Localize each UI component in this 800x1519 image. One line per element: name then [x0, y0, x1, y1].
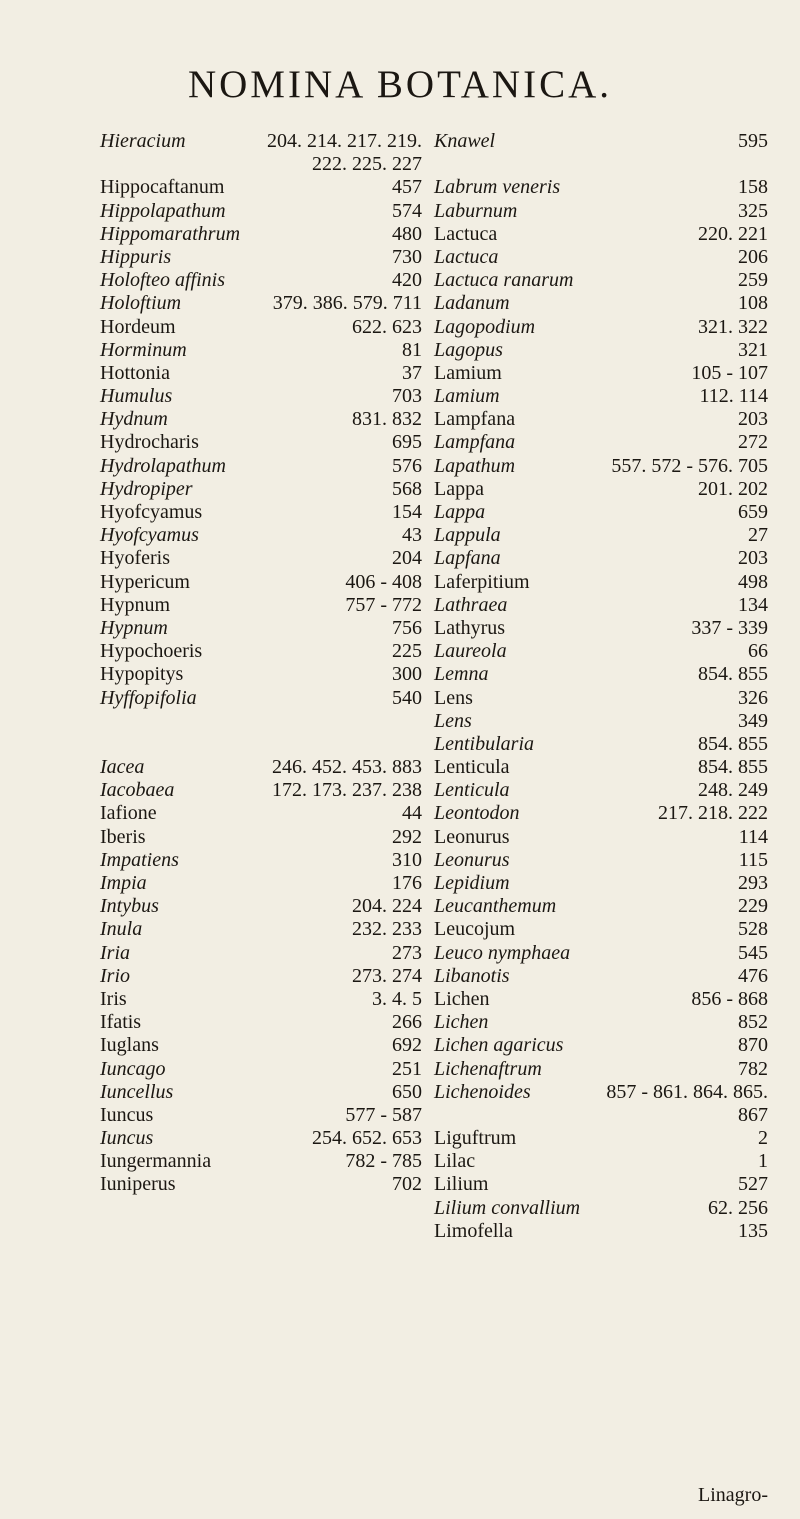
- entry-name: Iria: [100, 941, 130, 964]
- entry-name: Hyofcyamus: [100, 524, 199, 547]
- index-entry: [434, 872, 768, 895]
- entry-pages: 293: [738, 872, 768, 894]
- index-entry: [100, 246, 422, 269]
- page-title: NOMINA BOTANICA.: [187, 63, 613, 106]
- entry-name: Labrum veneris: [434, 176, 561, 199]
- entry-pages: 498: [738, 570, 768, 593]
- entry-name: Laburnum: [434, 199, 518, 222]
- entry-name: Lichenoides: [434, 1080, 531, 1103]
- index-entry: [434, 246, 768, 269]
- index-entry: [100, 223, 422, 246]
- index-entry: [434, 849, 768, 872]
- entry-name: Lepidium: [434, 872, 510, 894]
- entry-pages: 204. 224: [352, 895, 422, 918]
- entry-pages: 321: [738, 338, 768, 361]
- index-entry: [434, 1081, 768, 1104]
- entry-name: Lens: [434, 709, 472, 732]
- entry-pages: 158: [738, 176, 768, 199]
- entry-name: Lappula: [434, 524, 501, 547]
- entry-name: Lamium: [434, 385, 500, 408]
- entry-pages: 259: [738, 269, 768, 292]
- entry-name: Liguftrum: [434, 1127, 517, 1150]
- entry-name: Impia: [100, 872, 147, 894]
- index-entry: [434, 617, 768, 640]
- index-entry: [434, 547, 768, 570]
- entry-pages: 545: [738, 941, 768, 964]
- index-entry: [434, 779, 768, 802]
- entry-pages: 856 - 868: [691, 987, 768, 1010]
- entry-name: Hydrolapathum: [100, 454, 226, 477]
- index-entry: [100, 200, 422, 223]
- entry-name: Intybus: [100, 895, 159, 918]
- index-entry: [100, 1104, 422, 1127]
- index-entry: [434, 200, 768, 223]
- entry-pages: 703: [392, 385, 422, 408]
- entry-pages: 870: [738, 1034, 768, 1057]
- index-entry: [100, 802, 422, 825]
- entry-pages: 457: [392, 176, 422, 199]
- index-entry: [100, 524, 422, 547]
- entry-pages: 540: [392, 686, 422, 709]
- right-index-column: [434, 130, 768, 1243]
- entry-pages: 1: [758, 1150, 768, 1173]
- entry-name: Holofteo affinis: [100, 269, 225, 292]
- entry-name: Lichen agaricus: [434, 1034, 564, 1057]
- index-entry: [100, 1058, 422, 1081]
- entry-pages: 576: [392, 454, 422, 477]
- entry-pages: 528: [738, 918, 768, 941]
- index-entry: [100, 895, 422, 918]
- entry-pages: 420: [392, 269, 422, 292]
- index-entry: [434, 339, 768, 362]
- index-entry: [100, 988, 422, 1011]
- entry-pages: 248. 249: [698, 779, 768, 802]
- index-entry: [434, 1011, 768, 1034]
- entry-name: Limofella: [434, 1219, 513, 1242]
- index-entry: [100, 292, 422, 315]
- entry-pages: 854. 855: [698, 663, 768, 686]
- index-entry: [434, 385, 768, 408]
- entry-pages: 206: [738, 245, 768, 268]
- entry-pages: 222. 225. 227: [312, 153, 422, 176]
- entry-pages: 782 - 785: [345, 1150, 422, 1173]
- entry-pages: 310: [392, 848, 422, 871]
- entry-name: Iuncus: [100, 1127, 154, 1150]
- entry-name: Lichen: [434, 987, 490, 1010]
- entry-pages: 831. 832: [352, 408, 422, 431]
- entry-name: Hydrocharis: [100, 431, 199, 454]
- index-entry: [100, 385, 422, 408]
- index-entry: [100, 571, 422, 594]
- entry-name: Lapfana: [434, 547, 501, 570]
- entry-name: Iuncellus: [100, 1080, 174, 1103]
- entry-name: Lagopodium: [434, 315, 536, 338]
- entry-pages: 172. 173. 237. 238: [272, 779, 422, 802]
- index-entry: [100, 849, 422, 872]
- entry-pages: 217. 218. 222: [658, 802, 768, 825]
- entry-name: Lilium: [434, 1173, 489, 1196]
- entry-name: Leonurus: [434, 825, 510, 848]
- index-entry: [434, 176, 768, 199]
- entry-name: Humulus: [100, 385, 173, 408]
- entry-pages: 622. 623: [352, 315, 422, 338]
- index-entry: [100, 362, 422, 385]
- entry-pages: 659: [738, 501, 768, 523]
- entry-name: Knawel: [434, 130, 496, 152]
- entry-name: Lactuca: [434, 245, 499, 268]
- entry-name: Iuncus: [100, 1103, 154, 1126]
- entry-pages: 272: [738, 431, 768, 454]
- index-entry: [434, 455, 768, 478]
- index-entry: [434, 802, 768, 825]
- entry-pages: 108: [738, 292, 768, 315]
- entry-name: Iuniperus: [100, 1173, 176, 1196]
- entry-name: Iris: [100, 987, 127, 1010]
- entry-name: Lactuca: [434, 222, 498, 245]
- entry-pages: 379. 386. 579. 711: [272, 292, 422, 315]
- entry-name: Iafione: [100, 802, 157, 825]
- index-entry: [434, 316, 768, 339]
- entry-name: Hippomarathrum: [100, 222, 241, 245]
- entry-pages: 81: [402, 338, 422, 361]
- index-entry: [434, 710, 768, 733]
- entry-pages: 220. 221: [698, 222, 768, 245]
- entry-name: Iuncago: [100, 1057, 166, 1080]
- entry-pages: 266: [392, 1011, 422, 1034]
- index-entry: [434, 478, 768, 501]
- entry-name: Iberis: [100, 825, 146, 848]
- entry-name: Hydnum: [100, 408, 168, 431]
- entry-pages: 251: [392, 1057, 422, 1080]
- entry-pages: 204. 214. 217. 219.: [267, 130, 422, 152]
- entry-pages: 112. 114: [699, 385, 768, 408]
- entry-pages: 476: [738, 964, 768, 987]
- index-entry: [100, 153, 422, 176]
- index-entry: [100, 431, 422, 454]
- entry-name: Lentibularia: [434, 732, 535, 755]
- entry-name: Hypochoeris: [100, 640, 203, 663]
- index-entry: [100, 826, 422, 849]
- index-entry: [100, 779, 422, 802]
- index-entry: [434, 988, 768, 1011]
- entry-name: Hyofcyamus: [100, 501, 203, 523]
- entry-pages: 568: [392, 477, 422, 500]
- index-entry: [100, 594, 422, 617]
- entry-pages: 650: [392, 1080, 422, 1103]
- entry-name: Hippolapathum: [100, 199, 226, 222]
- index-entry: [434, 733, 768, 756]
- entry-name: Lappa: [434, 477, 484, 500]
- entry-pages: 292: [392, 825, 422, 848]
- index-entry: [434, 153, 768, 176]
- entry-name: Hippocaftanum: [100, 176, 225, 199]
- entry-pages: 527: [738, 1173, 768, 1196]
- entry-name: Lappa: [434, 501, 486, 523]
- entry-pages: 300: [392, 663, 422, 686]
- entry-name: Laferpitium: [434, 570, 530, 593]
- index-entry: [434, 362, 768, 385]
- entry-pages: 349: [738, 709, 768, 732]
- entry-pages: 2: [758, 1127, 768, 1150]
- entry-name: Leonurus: [434, 848, 510, 871]
- entry-pages: 702: [392, 1173, 422, 1196]
- entry-name: Lemna: [434, 663, 489, 686]
- entry-pages: 62. 256: [708, 1196, 768, 1219]
- index-entry: [434, 918, 768, 941]
- index-entry: [434, 756, 768, 779]
- entry-pages: 782: [738, 1057, 768, 1080]
- entry-name: Lenticula: [434, 756, 510, 779]
- index-entry: [434, 1173, 768, 1196]
- entry-pages: 154: [392, 501, 422, 523]
- index-entry: [100, 1173, 422, 1196]
- entry-name: Lampfana: [434, 408, 516, 431]
- index-entry: [434, 942, 768, 965]
- index-entry: [100, 710, 422, 733]
- index-entry: [434, 223, 768, 246]
- index-entry: [434, 292, 768, 315]
- entry-name: Lilac: [434, 1150, 476, 1173]
- index-entry: [100, 640, 422, 663]
- entry-pages: 203: [738, 547, 768, 570]
- entry-pages: 557. 572 - 576. 705: [611, 454, 768, 477]
- entry-name: Hypnum: [100, 616, 168, 639]
- entry-pages: 203: [738, 408, 768, 431]
- index-entry: [434, 1197, 768, 1220]
- index-entry: [100, 942, 422, 965]
- index-entry: [100, 408, 422, 431]
- entry-pages: 480: [392, 222, 422, 245]
- entry-name: Lapathum: [434, 454, 516, 477]
- index-entry: [434, 1058, 768, 1081]
- entry-pages: 595: [738, 130, 768, 152]
- entry-name: Hippuris: [100, 245, 172, 268]
- entry-pages: 105 - 107: [691, 361, 768, 384]
- entry-pages: 854. 855: [698, 732, 768, 755]
- index-entry: [434, 501, 768, 524]
- entry-name: Lichenaftrum: [434, 1057, 542, 1080]
- left-index-column: [100, 130, 422, 1197]
- index-entry: [100, 130, 422, 153]
- entry-name: Horminum: [100, 338, 187, 361]
- index-entry: [100, 547, 422, 570]
- index-entry: [100, 1011, 422, 1034]
- index-entry: [434, 269, 768, 292]
- entry-name: Hypopitys: [100, 663, 184, 686]
- entry-name: Leontodon: [434, 802, 520, 825]
- entry-name: Inula: [100, 918, 143, 941]
- entry-pages: 232. 233: [352, 918, 422, 941]
- index-entry: [434, 408, 768, 431]
- entry-name: Lamium: [434, 361, 502, 384]
- entry-name: Hypericum: [100, 570, 190, 593]
- entry-name: Ifatis: [100, 1011, 142, 1034]
- entry-name: Hieracium: [100, 130, 186, 152]
- entry-pages: 254. 652. 653: [312, 1127, 422, 1150]
- entry-name: Lampfana: [434, 431, 516, 454]
- entry-name: Hyoferis: [100, 547, 170, 570]
- index-entry: [434, 571, 768, 594]
- catchword: Linagro-: [698, 1484, 768, 1506]
- entry-pages: 730: [392, 245, 422, 268]
- entry-pages: 321. 322: [698, 315, 768, 338]
- entry-pages: 114: [738, 825, 768, 848]
- entry-pages: 406 - 408: [345, 570, 422, 593]
- entry-name: Leuco nymphaea: [434, 941, 571, 964]
- entry-name: Lens: [434, 686, 473, 709]
- entry-pages: 66: [748, 640, 768, 663]
- entry-pages: 44: [402, 802, 422, 825]
- entry-pages: 857 - 861. 864. 865.: [606, 1080, 768, 1103]
- index-entry: [434, 431, 768, 454]
- entry-name: Lenticula: [434, 779, 510, 802]
- index-entry: [100, 1127, 422, 1150]
- entry-pages: 3. 4. 5: [372, 987, 422, 1010]
- entry-pages: 867: [738, 1103, 768, 1126]
- entry-pages: 115: [738, 848, 768, 871]
- index-entry: [100, 872, 422, 895]
- index-entry: [100, 269, 422, 292]
- entry-name: Leucojum: [434, 918, 516, 941]
- entry-name: Hordeum: [100, 315, 176, 338]
- index-entry: [100, 455, 422, 478]
- entry-pages: 246. 452. 453. 883: [272, 756, 422, 779]
- index-entry: [434, 1127, 768, 1150]
- index-entry: [100, 1150, 422, 1173]
- index-entry: [434, 594, 768, 617]
- entry-pages: 204: [392, 547, 422, 570]
- entry-pages: 273. 274: [352, 964, 422, 987]
- index-entry: [100, 663, 422, 686]
- entry-name: Ladanum: [434, 292, 510, 315]
- entry-pages: 757 - 772: [345, 593, 422, 616]
- entry-pages: 854. 855: [698, 756, 768, 779]
- index-entry: [100, 316, 422, 339]
- index-entry: [100, 918, 422, 941]
- index-entry: [434, 826, 768, 849]
- entry-name: Libanotis: [434, 964, 510, 987]
- entry-name: Lactuca ranarum: [434, 269, 574, 292]
- index-entry: [100, 617, 422, 640]
- entry-name: Irio: [100, 964, 130, 987]
- entry-pages: 225: [392, 640, 422, 663]
- entry-pages: 229: [738, 895, 768, 918]
- entry-pages: 273: [392, 941, 422, 964]
- entry-pages: 337 - 339: [691, 616, 768, 639]
- index-entry: [434, 1220, 768, 1243]
- entry-name: Laureola: [434, 640, 507, 663]
- index-entry: [434, 965, 768, 988]
- index-entry: [100, 1034, 422, 1057]
- index-entry: [434, 895, 768, 918]
- entry-name: Lathyrus: [434, 616, 506, 639]
- index-entry: [434, 1104, 768, 1127]
- entry-name: Hydropiper: [100, 477, 193, 500]
- entry-name: Iuglans: [100, 1034, 159, 1057]
- entry-pages: 326: [738, 686, 768, 709]
- entry-name: Leucanthemum: [434, 895, 557, 918]
- entry-name: Hyffopifolia: [100, 686, 197, 709]
- entry-pages: 43: [402, 524, 422, 547]
- entry-name: Iungermannia: [100, 1150, 212, 1173]
- index-entry: [100, 965, 422, 988]
- index-entry: [434, 640, 768, 663]
- entry-name: Hottonia: [100, 361, 170, 384]
- entry-pages: 134: [738, 593, 768, 616]
- entry-name: Holoftium: [100, 292, 182, 315]
- entry-pages: 692: [392, 1034, 422, 1057]
- entry-pages: 135: [738, 1219, 768, 1242]
- index-entry: [434, 1034, 768, 1057]
- entry-pages: 756: [392, 616, 422, 639]
- index-entry: [100, 501, 422, 524]
- index-entry: [100, 339, 422, 362]
- index-entry: [100, 176, 422, 199]
- entry-pages: 574: [392, 199, 422, 222]
- entry-pages: 577 - 587: [345, 1103, 422, 1126]
- entry-name: Iacea: [100, 756, 145, 779]
- entry-pages: 201. 202: [698, 477, 768, 500]
- entry-name: Lilium convallium: [434, 1196, 581, 1219]
- index-entry: [434, 130, 768, 153]
- entry-name: Lagopus: [434, 338, 503, 361]
- index-entry: [434, 663, 768, 686]
- entry-name: Lichen: [434, 1011, 489, 1034]
- index-entry: [100, 478, 422, 501]
- index-entry: [100, 1081, 422, 1104]
- index-entry: [100, 687, 422, 710]
- entry-name: Impatiens: [100, 848, 179, 871]
- entry-pages: 325: [738, 199, 768, 222]
- index-entry: [434, 687, 768, 710]
- entry-pages: 695: [392, 431, 422, 454]
- entry-name: Lathraea: [434, 593, 508, 616]
- entry-pages: 27: [748, 524, 768, 547]
- entry-pages: 176: [392, 872, 422, 894]
- entry-pages: 852: [738, 1011, 768, 1034]
- index-entry: [434, 1150, 768, 1173]
- entry-name: Iacobaea: [100, 779, 175, 802]
- index-entry: [100, 733, 422, 756]
- index-entry: [100, 756, 422, 779]
- entry-pages: 37: [402, 361, 422, 384]
- index-entry: [434, 524, 768, 547]
- entry-name: Hypnum: [100, 593, 170, 616]
